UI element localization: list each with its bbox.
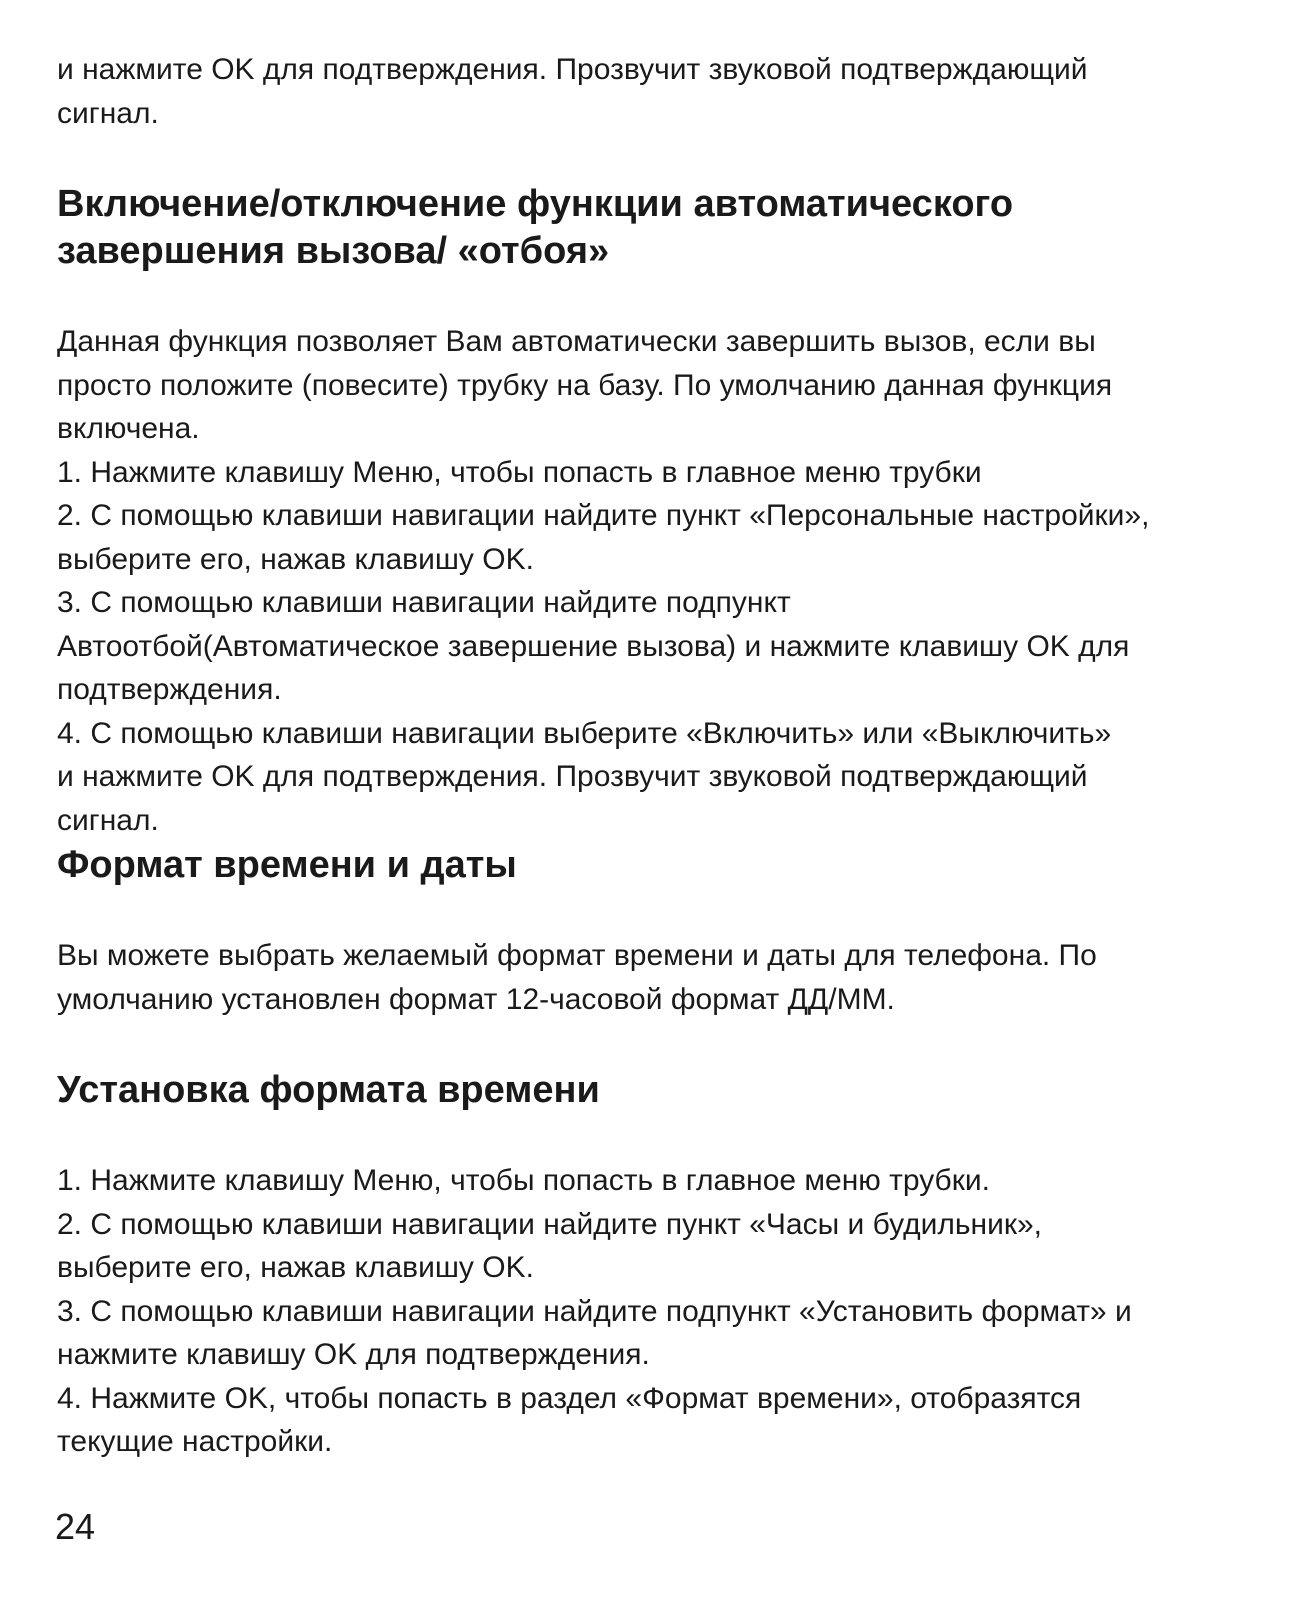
section-autohangup-title: Включение/отключение функции автоматического завершения вызова/ «отбоя» <box>57 183 1014 272</box>
step-timeformat-2: 2. С помощью клавиши навигации найдите пункт «Часы и будильник», выберите его, нажав клавишу OK. <box>57 1207 1042 1284</box>
step-timeformat-3: 3. С помощью клавиши навигации найдите подпункт «Установить формат» и нажмите клавишу OK для подтверждения. <box>57 1294 1132 1371</box>
step-timeformat-4: 4. Нажмите OK, чтобы попасть в раздел «Формат времени», отобразятся текущие настройки. <box>57 1381 1082 1458</box>
step-autohangup-4: 4. С помощью клавиши навигации выберите «Включить» или «Выключить» и нажмите OK для подтверждения. Прозвучит звуковой подтверждающий сигнал. <box>57 716 1112 837</box>
section-autohangup-description: Данная функция позволяет Вам автоматически завершить вызов, если вы просто положите (повесите) трубку на базу. По умолчанию данная функция включена. <box>57 325 1113 445</box>
intro-continuation: и нажмите OK для подтверждения. Прозвучит звуковой подтверждающий сигнал. <box>57 53 1088 130</box>
step-autohangup-2: 2. С помощью клавиши навигации найдите пункт «Персональные настройки», выберите его, нажав клавишу OK. <box>57 499 1150 576</box>
section-timeformat <box>57 1067 1277 1464</box>
section-datetime-title: Формат времени и даты <box>57 844 517 886</box>
section-datetime <box>57 842 1277 1021</box>
step-autohangup-3: 3. С помощью клавиши навигации найдите подпункт Автоотбой(Автоматическое завершение вызова) и нажмите клавишу OK для подтверждения. <box>57 586 1130 706</box>
page-number: 24 <box>55 1506 96 1547</box>
section-autohangup <box>57 181 1277 842</box>
step-timeformat-1: 1. Нажмите клавишу Меню, чтобы попасть в главное меню трубки. <box>57 1164 990 1197</box>
step-autohangup-1: 1. Нажмите клавишу Меню, чтобы попасть в главное меню трубки <box>57 455 982 489</box>
section-datetime-description: Вы можете выбрать желаемый формат времени и даты для телефона. По умолчанию установлен формат 12-часовой формат ДД/ММ. <box>57 939 1097 1016</box>
section-timeformat-title: Установка формата времени <box>57 1069 600 1111</box>
manual-page <box>57 48 1277 1464</box>
